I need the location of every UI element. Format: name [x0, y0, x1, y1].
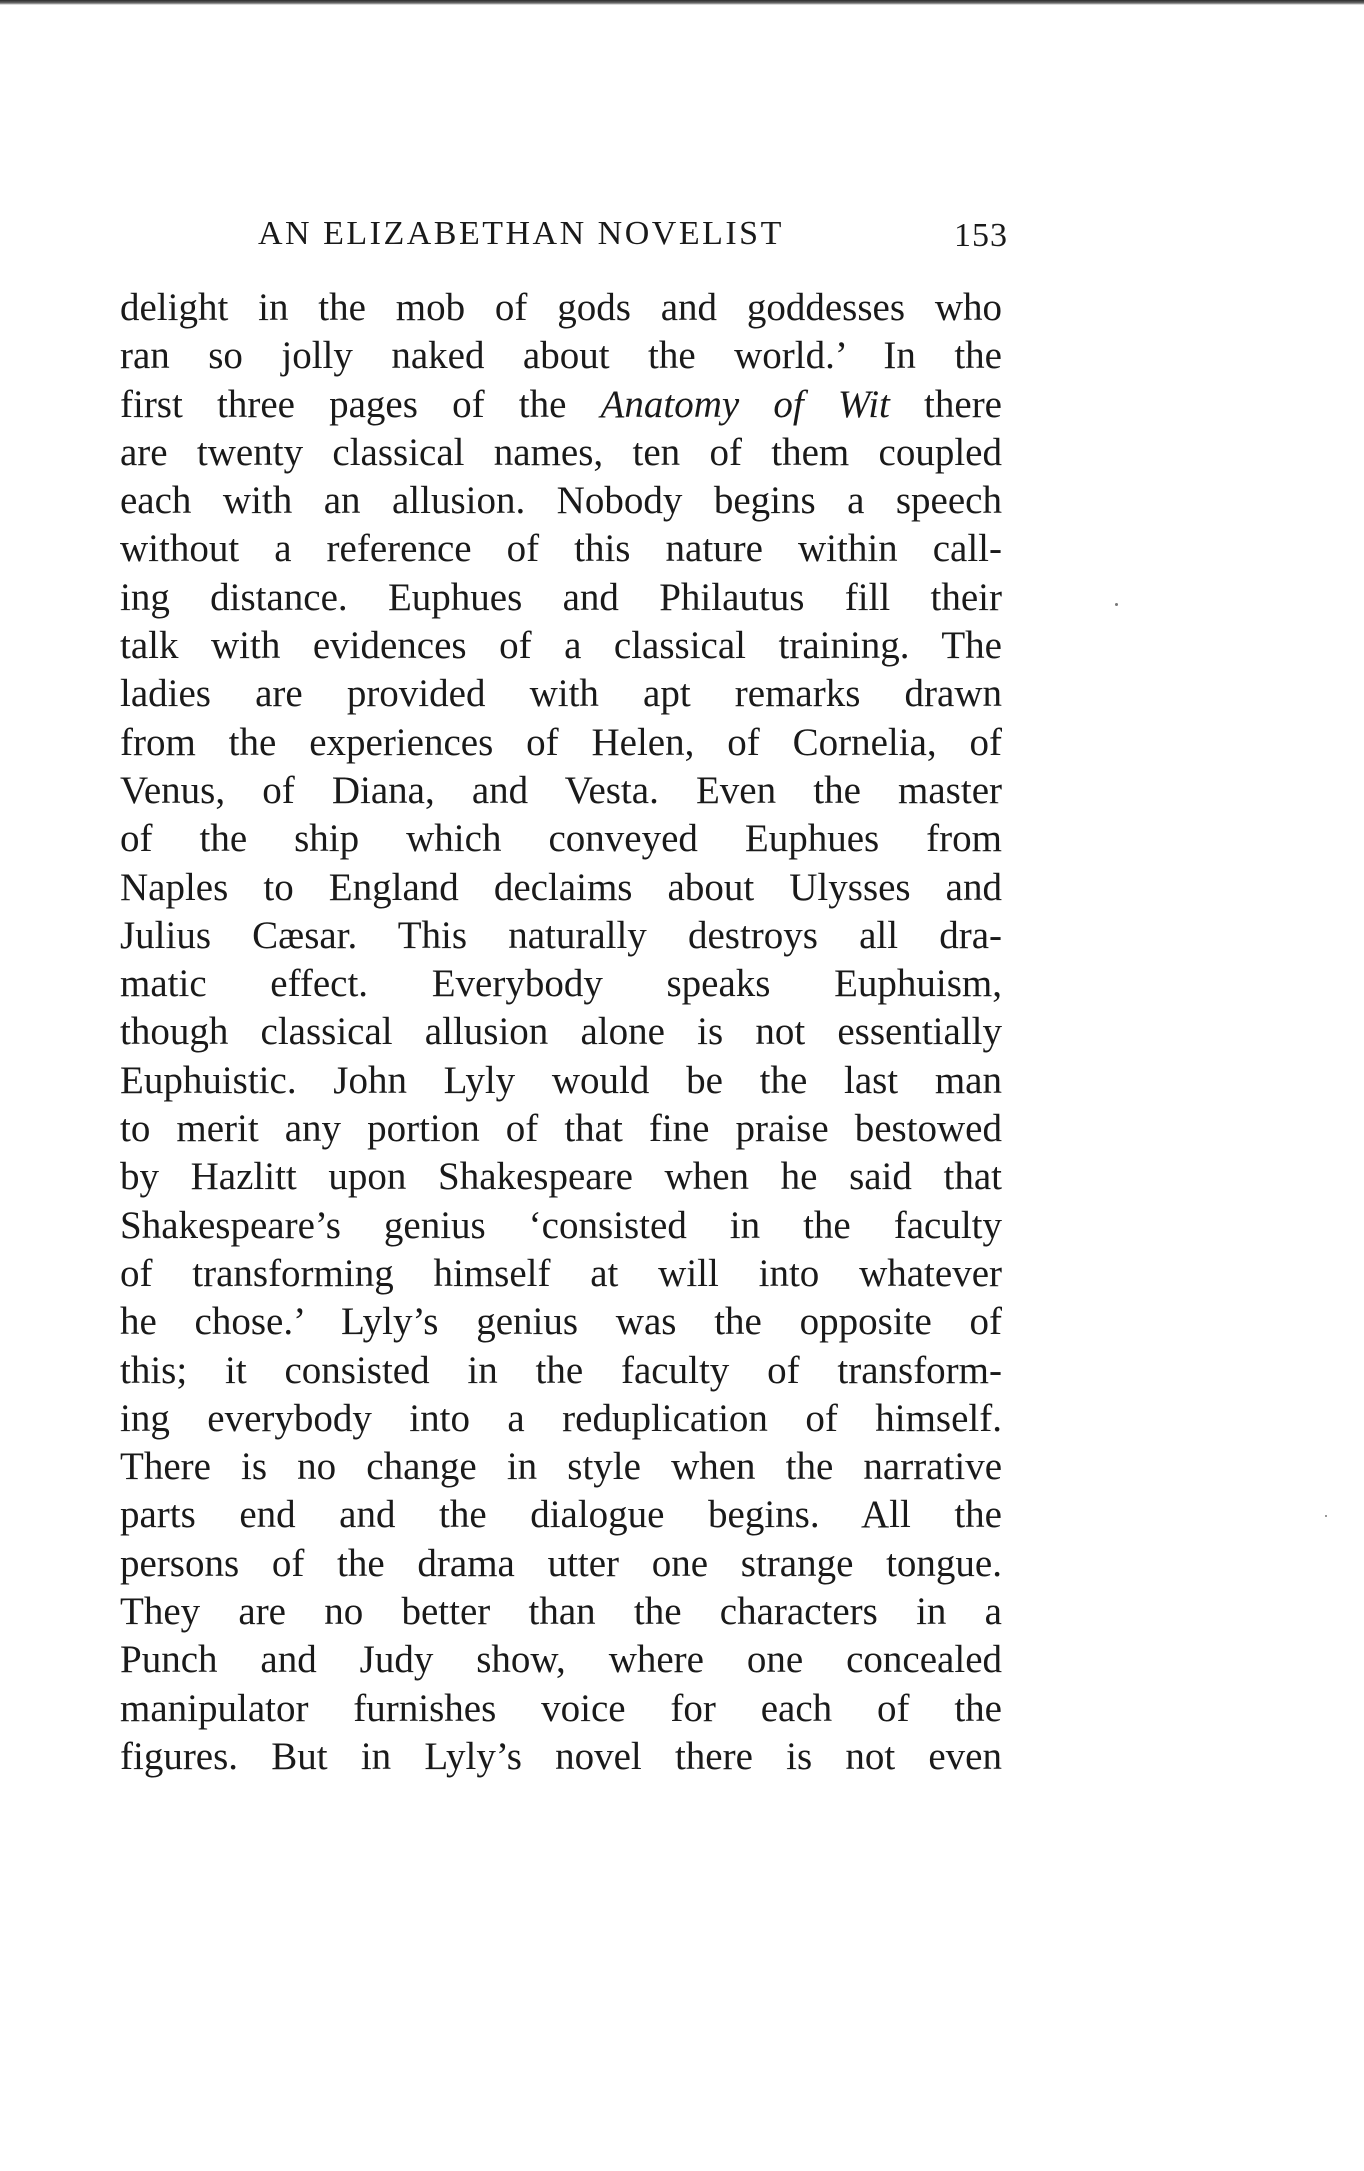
text-line-3-after: there [889, 382, 1002, 426]
text-line-20: Shakespeare’s genius ‘consisted in the faculty [120, 1203, 1002, 1247]
text-line-4: are twenty classical names, ten of them coupled [120, 430, 1002, 474]
book-title-italic: Anatomy of Wit [600, 382, 890, 426]
page-number: 153 [954, 217, 1008, 254]
text-line-14: Julius Cæsar. This naturally destroys all dra- [120, 913, 1002, 957]
text-line-15: matic effect. Everybody speaks Euphuism, [120, 962, 1002, 1006]
text-line-5: each with an allusion. Nobody begins a speech [120, 479, 1002, 523]
text-line-25: There is no change in style when the narrative [120, 1445, 1002, 1489]
text-line-23: this; it consisted in the faculty of transform- [120, 1348, 1002, 1392]
text-line-1: delight in the mob of gods and goddesses who [120, 286, 1002, 329]
text-line-27: persons of the drama utter one strange tongue. [120, 1541, 1002, 1585]
body-text [120, 284, 1002, 1781]
text-line-31: figures. But in Lyly’s novel there is not even [120, 1734, 1002, 1778]
page-top-edge [0, 0, 1364, 5]
text-line-10: from the experiences of Helen, of Cornelia, of [120, 720, 1002, 764]
paper-speck [1325, 1515, 1327, 1517]
text-line-6: without a reference of this nature within call- [120, 527, 1002, 571]
text-line-22: he chose.’ Lyly’s genius was the opposite of [120, 1300, 1002, 1344]
text-line-29: Punch and Judy show, where one concealed [120, 1638, 1002, 1682]
text-line-16: though classical allusion alone is not essentially [120, 1010, 1002, 1054]
running-head [120, 210, 1008, 258]
text-line-3-before: first three pages of the [120, 382, 601, 426]
text-line-7: ing distance. Euphues and Philautus fill their [120, 575, 1002, 619]
text-line-9: ladies are provided with apt remarks drawn [120, 672, 1002, 716]
text-line-11: Venus, of Diana, and Vesta. Even the master [120, 768, 1002, 812]
text-line-30: manipulator furnishes voice for each of the [120, 1686, 1002, 1730]
text-line-12: of the ship which conveyed Euphues from [120, 817, 1002, 861]
text-line-26: parts end and the dialogue begins. All the [120, 1493, 1002, 1537]
text-line-21: of transforming himself at will into whatever [120, 1251, 1002, 1295]
running-title: AN ELIZABETHAN NOVELIST [258, 215, 784, 252]
text-line-24: ing everybody into a reduplication of himself. [120, 1396, 1002, 1440]
text-line-8: talk with evidences of a classical training. The [120, 624, 1002, 668]
paper-speck [1115, 603, 1118, 606]
text-line-18: to merit any portion of that fine praise bestowed [120, 1107, 1002, 1151]
text-line-13: Naples to England declaims about Ulysses and [120, 865, 1002, 909]
text-line-19: by Hazlitt upon Shakespeare when he said that [120, 1155, 1002, 1199]
text-line-2: ran so jolly naked about the world.’ In the [120, 334, 1002, 378]
text-line-28: They are no better than the characters in a [120, 1590, 1002, 1634]
text-line-17: Euphuistic. John Lyly would be the last man [120, 1058, 1002, 1102]
text-line-3 [120, 381, 1002, 429]
